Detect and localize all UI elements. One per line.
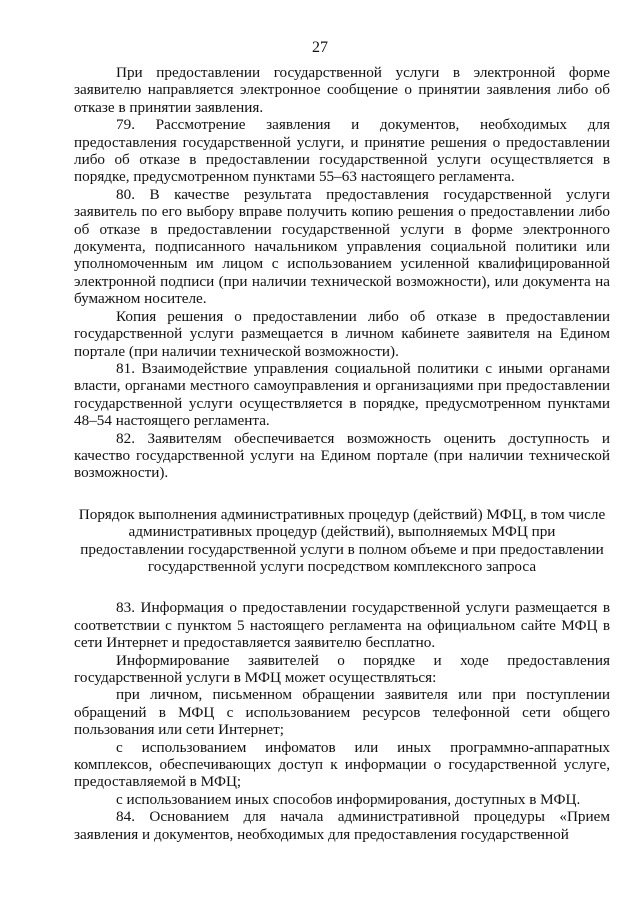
paragraph-electronic-notice: При предоставлении государственной услуги в электронной форме заявителю направляется электронное сообщение о принятии заявления либо об отказе в принятии заявления. — [74, 64, 610, 116]
list-item-personal-request: при личном, письменном обращении заявителя или при поступлении обращений в МФЦ с использованием ресурсов телефонной сети общего пользования или сети Интернет; — [74, 686, 610, 739]
paragraph-83: 83. Информация о предоставлении государственной услуги размещается в соответствии с пунктом 5 настоящего регламента на официальном сайте МФЦ в сети Интернет и предоставляется заявителю бесплатно. — [74, 599, 610, 652]
section-heading: Порядок выполнения административных процедур (действий) МФЦ, в том числе административных процедур (действий), выполняемых МФЦ при предоставлении государственной услуги в полном объеме и при предоставлении государственной услуги посредством комплексного запроса — [78, 505, 606, 575]
paragraph-81: 81. Взаимодействие управления социальной политики с иными органами власти, органами местного самоуправления и организациями при предоставлении государственной услуги осуществляется в порядке, предусмотренном пунктами 48–54 настоящего регламента. — [74, 359, 610, 430]
list-item-other-methods: с использованием иных способов информирования, доступных в МФЦ. — [116, 790, 581, 808]
page-number: 27 — [312, 39, 328, 56]
document-body — [74, 64, 610, 843]
list-item-infomats: с использованием инфоматов или иных программно-аппаратных комплексов, обеспечивающих доступ к информации о государственной услуге, предоставляемой в МФЦ; — [74, 738, 610, 791]
paragraph-decision-copy: Копия решения о предоставлении либо об отказе в предоставлении государственной услуги размещается в личном кабинете заявителя на Едином портале (при наличии технической возможности). — [74, 307, 610, 360]
paragraph-82: 82. Заявителям обеспечивается возможность оценить доступность и качество государственной услуги на Едином портале (при наличии технической возможности). — [74, 429, 610, 482]
paragraph-80: 80. В качестве результата предоставления государственной услуги заявитель по его выбору вправе получить копию решения о предоставлении либо об отказе в предоставлении государственной услуги в форме электронного документа, подписанного начальником управления социальной политики или уполномоченным им лицом с использованием усиленной квалифицированной электронной подписи (при наличии технической возможности), или документа на бумажном носителе. — [74, 185, 610, 308]
paragraph-informing: Информирование заявителей о порядке и ходе предоставления государственной услуги в МФЦ может осуществляться: — [74, 651, 610, 686]
paragraph-84: 84. Основанием для начала административной процедуры «Прием заявления и документов, необходимых для предоставления государственной — [74, 808, 610, 843]
paragraph-79: 79. Рассмотрение заявления и документов, необходимых для предоставления государственной услуги, и принятие решения о предоставлении либо об отказе в предоставлении государственной услуги осуществляется в порядке, предусмотренном пунктами 55–63 настоящего регламента. — [74, 116, 610, 186]
